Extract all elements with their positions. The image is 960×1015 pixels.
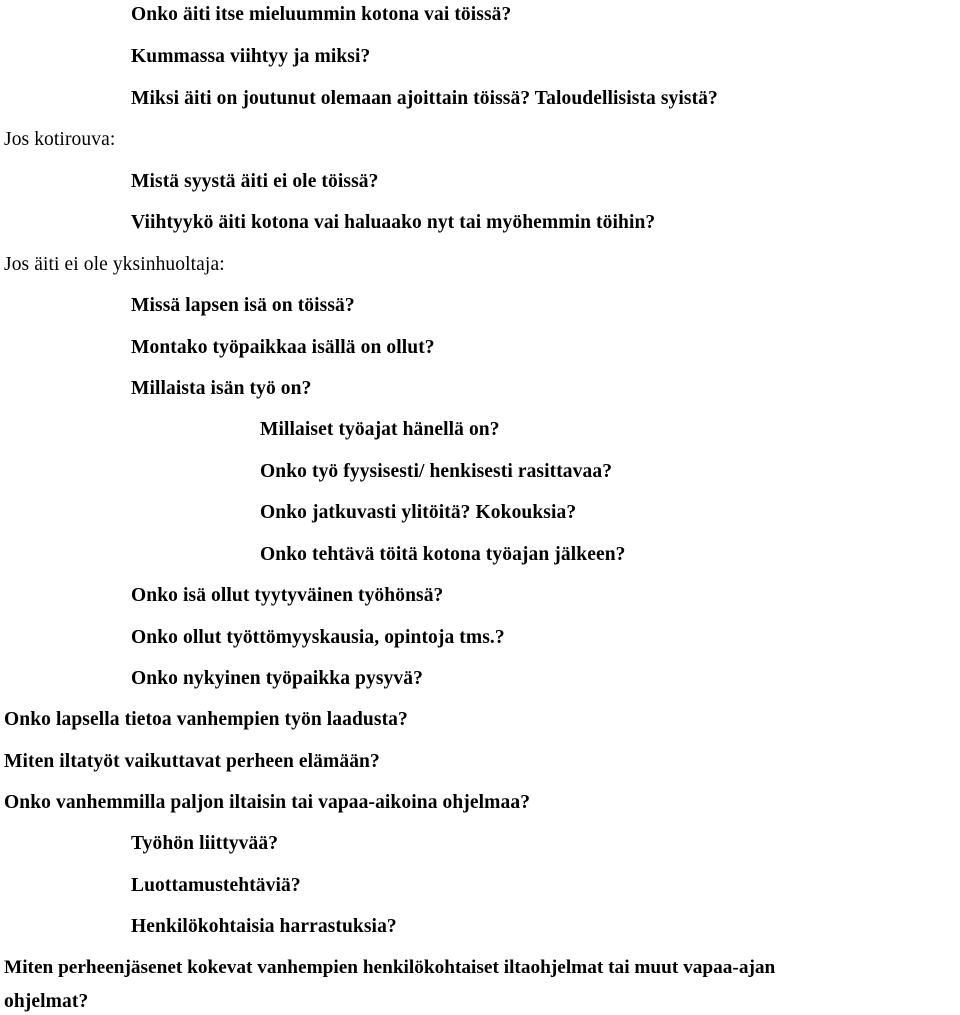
question-line-11: Onko jatkuvasti ylitöitä? Kokouksia? — [260, 502, 577, 523]
question-line-13: Onko isä ollut tyytyväinen työhönsä? — [131, 585, 444, 606]
question-line-19: Työhön liittyvää? — [131, 833, 279, 854]
question-line-20: Luottamustehtäviä? — [131, 875, 301, 896]
question-line-18: Onko vanhemmilla paljon iltaisin tai vapaa-aikoina ohjelmaa? — [4, 792, 531, 813]
question-line-12: Onko tehtävä töitä kotona työajan jälkeen? — [260, 544, 626, 565]
question-line-9: Millaiset työajat hänellä on? — [260, 419, 500, 440]
question-line-4: Mistä syystä äiti ei ole töissä? — [131, 171, 379, 192]
question-line-2: Kummassa viihtyy ja miksi? — [131, 46, 371, 67]
question-line-6: Missä lapsen isä on töissä? — [131, 295, 355, 316]
question-line-3: Miksi äiti on joutunut olemaan ajoittain töissä? Taloudellisista syistä? — [131, 88, 718, 109]
question-line-17: Miten iltatyöt vaikuttavat perheen elämään? — [4, 751, 380, 772]
question-line-22: Miten perheenjäsenet kokevat vanhempien henkilökohtaiset iltaohjelmat tai muut vapaa-ajan — [4, 957, 776, 978]
question-line-21: Henkilökohtaisia harrastuksia? — [131, 916, 397, 937]
question-line-10: Onko työ fyysisesti/ henkisesti rasittavaa? — [260, 461, 613, 482]
question-line-8: Millaista isän työ on? — [131, 378, 312, 399]
section-label-kotirouva: Jos kotirouva: — [4, 129, 116, 150]
question-line-1: Onko äiti itse mieluummin kotona vai töissä? — [131, 4, 512, 25]
question-line-16: Onko lapsella tietoa vanhempien työn laadusta? — [4, 709, 408, 730]
question-line-5: Viihtyykö äiti kotona vai haluaako nyt tai myöhemmin töihin? — [131, 212, 656, 233]
section-label-yksinhuoltaja: Jos äiti ei ole yksinhuoltaja: — [4, 254, 225, 275]
question-line-22-continuation: ohjelmat? — [4, 991, 89, 1012]
question-line-15: Onko nykyinen työpaikka pysyvä? — [131, 668, 423, 689]
question-line-7: Montako työpaikkaa isällä on ollut? — [131, 337, 435, 358]
question-line-14: Onko ollut työttömyyskausia, opintoja tms.? — [131, 627, 505, 648]
